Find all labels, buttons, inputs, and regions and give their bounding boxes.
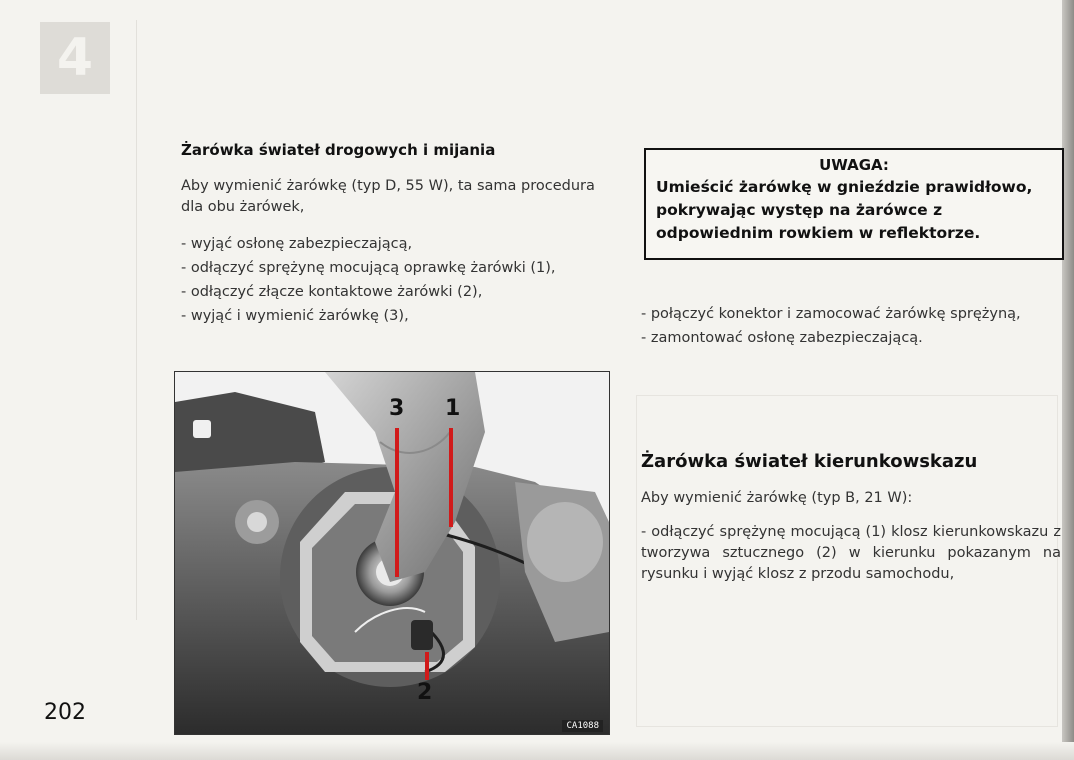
callout-label-1: 1: [445, 396, 461, 421]
section-title-headlight: Żarówka świateł drogowych i mijania: [181, 141, 496, 159]
warning-box: [644, 148, 1064, 260]
list-item: - odłączyć złącze kontaktowe żarówki (2),: [181, 284, 483, 300]
callout-label-2: 2: [417, 680, 433, 705]
chapter-tab: 4: [40, 22, 110, 94]
page-edge-shadow: [1062, 0, 1074, 760]
list-item: - odłączyć sprężynę mocującą oprawkę żarówki (1),: [181, 260, 556, 276]
page-bottom-shadow: [0, 742, 1074, 760]
list-item: - zamontować osłonę zabezpieczającą.: [641, 330, 923, 346]
headlight-steps: [181, 232, 556, 328]
list-item: - wyjąć osłonę zabezpieczającą,: [181, 236, 413, 252]
list-item: - połączyć konektor i zamocować żarówkę sprężyną,: [641, 306, 1021, 322]
figure-code: CA1088: [562, 720, 603, 732]
headlight-figure: [174, 371, 610, 735]
indicator-intro: Aby wymienić żarówkę (typ B, 21 W):: [641, 490, 913, 506]
reassembly-steps: [641, 302, 1021, 350]
headlight-intro: Aby wymienić żarówkę (typ D, 55 W), ta sama procedura dla obu żarówek,: [181, 178, 595, 215]
margin-rule: [136, 20, 137, 620]
page-number: 202: [44, 700, 86, 725]
indicator-step: - odłączyć sprężynę mocującą (1) klosz kierunkowskazu z tworzywa sztucznego (2) w kierunku pokazanym na rysunku i wyjąć klosz z przodu samochodu,: [641, 524, 1061, 582]
headlight-photo: [175, 372, 609, 734]
callout-label-3: 3: [389, 396, 405, 421]
section-title-indicator: Żarówka świateł kierunkowskazu: [641, 451, 978, 472]
list-item: - wyjąć i wymienić żarówkę (3),: [181, 308, 409, 324]
warning-text: Umieścić żarówkę w gnieździe prawidłowo, pokrywając występ na żarówce z odpowiednim rowkiem w reflektorze.: [656, 178, 1033, 242]
warning-title: UWAGA:: [819, 156, 889, 174]
